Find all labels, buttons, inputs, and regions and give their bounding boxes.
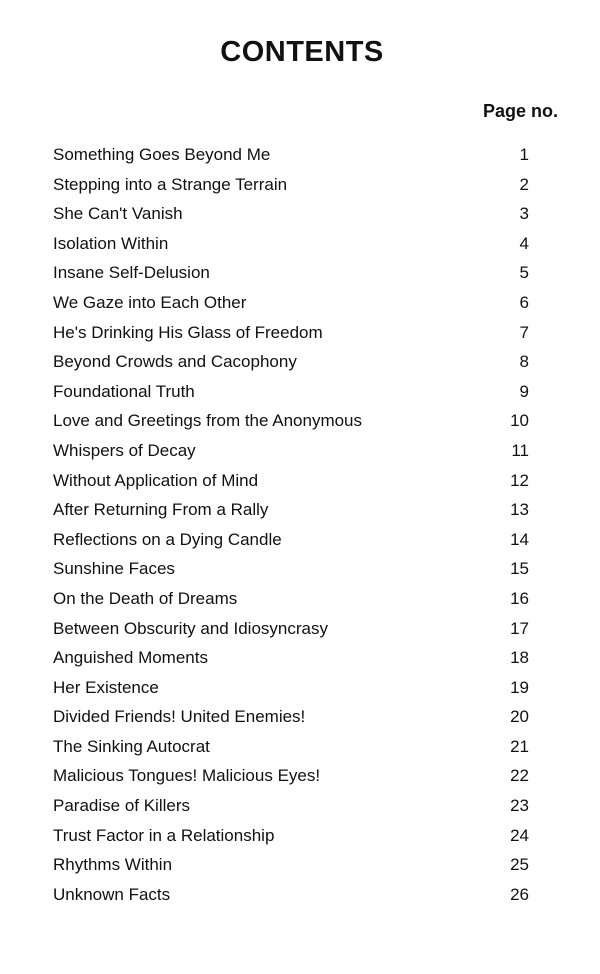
toc-entry bbox=[53, 527, 529, 557]
toc-entry-page-number: 23 bbox=[510, 796, 529, 816]
toc-entry bbox=[53, 823, 529, 853]
toc-entry-page-number: 11 bbox=[511, 440, 529, 460]
toc-entry-title: Paradise of Killers bbox=[53, 796, 191, 816]
toc-entry-title: Without Application of Mind bbox=[53, 470, 259, 490]
toc-entry-title: Reflections on a Dying Candle bbox=[53, 529, 282, 549]
toc-entry-title: Something Goes Beyond Me bbox=[53, 145, 271, 164]
toc-entry bbox=[53, 408, 529, 438]
toc-entry-title: Love and Greetings from the Anonymous bbox=[53, 411, 363, 431]
toc-entry-page-number: 2 bbox=[519, 174, 529, 194]
toc-entry-page-number: 20 bbox=[510, 707, 529, 727]
page-title: CONTENTS bbox=[220, 36, 384, 68]
toc-entry-title: Divided Friends! United Enemies! bbox=[53, 707, 306, 727]
toc-entry-page-number: 15 bbox=[510, 559, 529, 579]
toc-entry bbox=[53, 882, 529, 912]
toc-entry-title: He's Drinking His Glass of Freedom bbox=[53, 322, 323, 342]
toc-entry bbox=[53, 142, 529, 172]
toc-entry bbox=[53, 616, 529, 646]
toc-entry-page-number: 1 bbox=[519, 145, 529, 164]
toc-entry bbox=[53, 231, 529, 261]
toc-entry-title: The Sinking Autocrat bbox=[53, 736, 210, 756]
toc-entry bbox=[53, 379, 529, 409]
toc-entry bbox=[53, 645, 529, 675]
toc-entry-page-number: 4 bbox=[519, 233, 529, 253]
toc-entry-title: Stepping into a Strange Terrain bbox=[53, 174, 288, 194]
toc-entry bbox=[53, 556, 529, 586]
toc-entry bbox=[53, 497, 529, 527]
toc-entry-title: Beyond Crowds and Cacophony bbox=[53, 352, 297, 372]
toc-entry-page-number: 26 bbox=[510, 884, 529, 904]
toc-entry bbox=[53, 468, 529, 498]
toc-entry-page-number: 3 bbox=[519, 204, 529, 224]
toc-entry-title: Between Obscurity and Idiosyncrasy bbox=[53, 618, 328, 638]
toc-entry-title: She Can't Vanish bbox=[53, 204, 183, 224]
toc-entry-page-number: 8 bbox=[519, 352, 529, 372]
toc-entry bbox=[53, 349, 529, 379]
toc-entry-title: On the Death of Dreams bbox=[53, 588, 238, 608]
toc-entry bbox=[53, 852, 529, 882]
toc-entry-title: Her Existence bbox=[53, 677, 159, 697]
toc-entry bbox=[53, 260, 529, 290]
toc-entry-page-number: 17 bbox=[510, 618, 529, 638]
toc-entry bbox=[53, 734, 529, 764]
toc-entry-title: Isolation Within bbox=[53, 233, 169, 253]
toc-entry-page-number: 16 bbox=[510, 588, 529, 608]
toc-entry-title: Malicious Tongues! Malicious Eyes! bbox=[53, 766, 321, 786]
toc-entry-title: Whispers of Decay bbox=[53, 440, 196, 460]
toc-entry bbox=[53, 793, 529, 823]
toc-entry bbox=[53, 763, 529, 793]
toc-entry-page-number: 19 bbox=[510, 677, 529, 697]
toc-entry-title: We Gaze into Each Other bbox=[53, 292, 247, 312]
page-number-column-header: Page no. bbox=[482, 101, 558, 121]
toc-entry-page-number: 21 bbox=[510, 736, 529, 756]
toc-entry bbox=[53, 586, 529, 616]
toc-entry-title: Insane Self-Delusion bbox=[53, 263, 210, 283]
toc-entry-page-number: 10 bbox=[510, 411, 529, 431]
toc-entry-title: Trust Factor in a Relationship bbox=[53, 825, 275, 845]
toc-entry-title: Sunshine Faces bbox=[53, 559, 175, 579]
toc-entry-title: Rhythms Within bbox=[53, 855, 173, 875]
table-of-contents bbox=[53, 142, 529, 911]
toc-entry-page-number: 22 bbox=[510, 766, 529, 786]
toc-entry-page-number: 25 bbox=[510, 855, 529, 875]
toc-entry-title: Foundational Truth bbox=[53, 381, 195, 401]
toc-entry bbox=[53, 290, 529, 320]
toc-entry-title: After Returning From a Rally bbox=[53, 500, 269, 520]
toc-entry-page-number: 5 bbox=[519, 263, 529, 283]
toc-entry bbox=[53, 172, 529, 202]
toc-entry-title: Unknown Facts bbox=[53, 884, 171, 904]
toc-entry-page-number: 24 bbox=[510, 825, 529, 845]
toc-entry-page-number: 12 bbox=[510, 470, 529, 490]
toc-entry bbox=[53, 675, 529, 705]
toc-entry-page-number: 18 bbox=[510, 648, 529, 668]
toc-entry-page-number: 13 bbox=[510, 500, 529, 520]
toc-entry-page-number: 9 bbox=[519, 381, 529, 401]
toc-entry-title: Anguished Moments bbox=[53, 648, 208, 668]
toc-entry bbox=[53, 438, 529, 468]
toc-entry-page-number: 6 bbox=[519, 292, 529, 312]
toc-entry-page-number: 7 bbox=[519, 322, 529, 342]
toc-entry-page-number: 14 bbox=[510, 529, 529, 549]
toc-entry bbox=[53, 201, 529, 231]
toc-entry bbox=[53, 704, 529, 734]
toc-entry bbox=[53, 320, 529, 350]
